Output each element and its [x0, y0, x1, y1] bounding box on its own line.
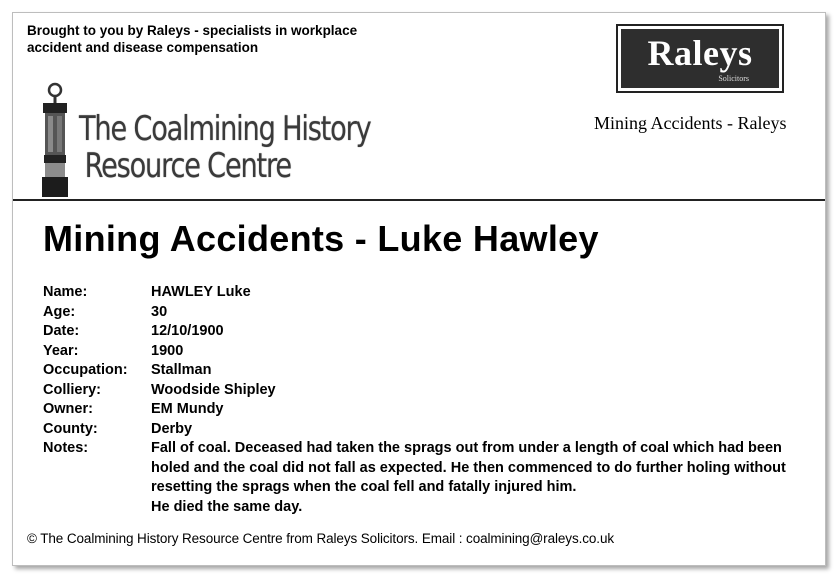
field-label: Notes: — [43, 440, 89, 456]
field-value: HAWLEY Luke — [151, 284, 251, 300]
resource-centre-logo — [79, 111, 370, 185]
tagline: Mining Accidents - Raleys — [594, 113, 787, 133]
field-value: 12/10/1900 — [151, 323, 224, 339]
header-divider — [13, 199, 825, 201]
field-value: Fall of coal. Deceased had taken the sprags out from under a length of coal which had been holed and the coal did not fall as expected. He then commenced to do further holing without resetting the sprags when the coal fell and fatally injured him. — [151, 440, 786, 495]
miners-lamp-icon — [35, 81, 75, 199]
sponsor-text: Brought to you by Raleys - specialists in workplace accident and disease compensation — [27, 23, 358, 55]
field-label: Owner: — [43, 401, 93, 417]
field-value: 30 — [151, 303, 168, 320]
field-row — [43, 400, 811, 420]
field-row — [43, 303, 811, 323]
field-value: Derby — [151, 420, 193, 437]
field-value: Stallman — [151, 362, 212, 378]
field-label: Colliery: — [43, 381, 102, 398]
field-label: Age: — [43, 303, 76, 320]
field-row — [43, 439, 811, 498]
field-label: Occupation: — [43, 362, 128, 378]
field-label: Year: — [43, 342, 79, 359]
record-fields — [43, 283, 811, 517]
field-label: Name: — [43, 284, 88, 300]
centre-title-line1: The Coalmining History — [79, 109, 371, 149]
field-value: 1900 — [151, 342, 184, 359]
field-row — [43, 381, 811, 401]
field-label: Date: — [43, 323, 80, 339]
field-value: EM Mundy — [151, 401, 224, 417]
field-value: Woodside Shipley — [151, 381, 276, 398]
footer-copyright: © The Coalmining History Resource Centre from Raleys Solicitors. Email : coalmining@raleys.co.uk — [27, 531, 615, 546]
field-value: He died the same day. — [151, 498, 303, 515]
field-row — [43, 420, 811, 440]
record-card — [12, 12, 826, 566]
field-row — [43, 283, 811, 303]
page-title: Mining Accidents - Luke Hawley — [43, 218, 599, 259]
centre-title-line2: Resource Centre — [84, 146, 291, 186]
field-row — [43, 361, 811, 381]
field-row — [43, 342, 811, 362]
field-label: County: — [43, 420, 98, 437]
field-row — [43, 322, 811, 342]
raleys-logo[interactable] — [616, 24, 784, 93]
logo-sub: Solicitors — [718, 74, 749, 83]
field-label — [43, 498, 151, 518]
field-row — [43, 498, 811, 518]
logo-name: Raleys — [647, 33, 753, 73]
